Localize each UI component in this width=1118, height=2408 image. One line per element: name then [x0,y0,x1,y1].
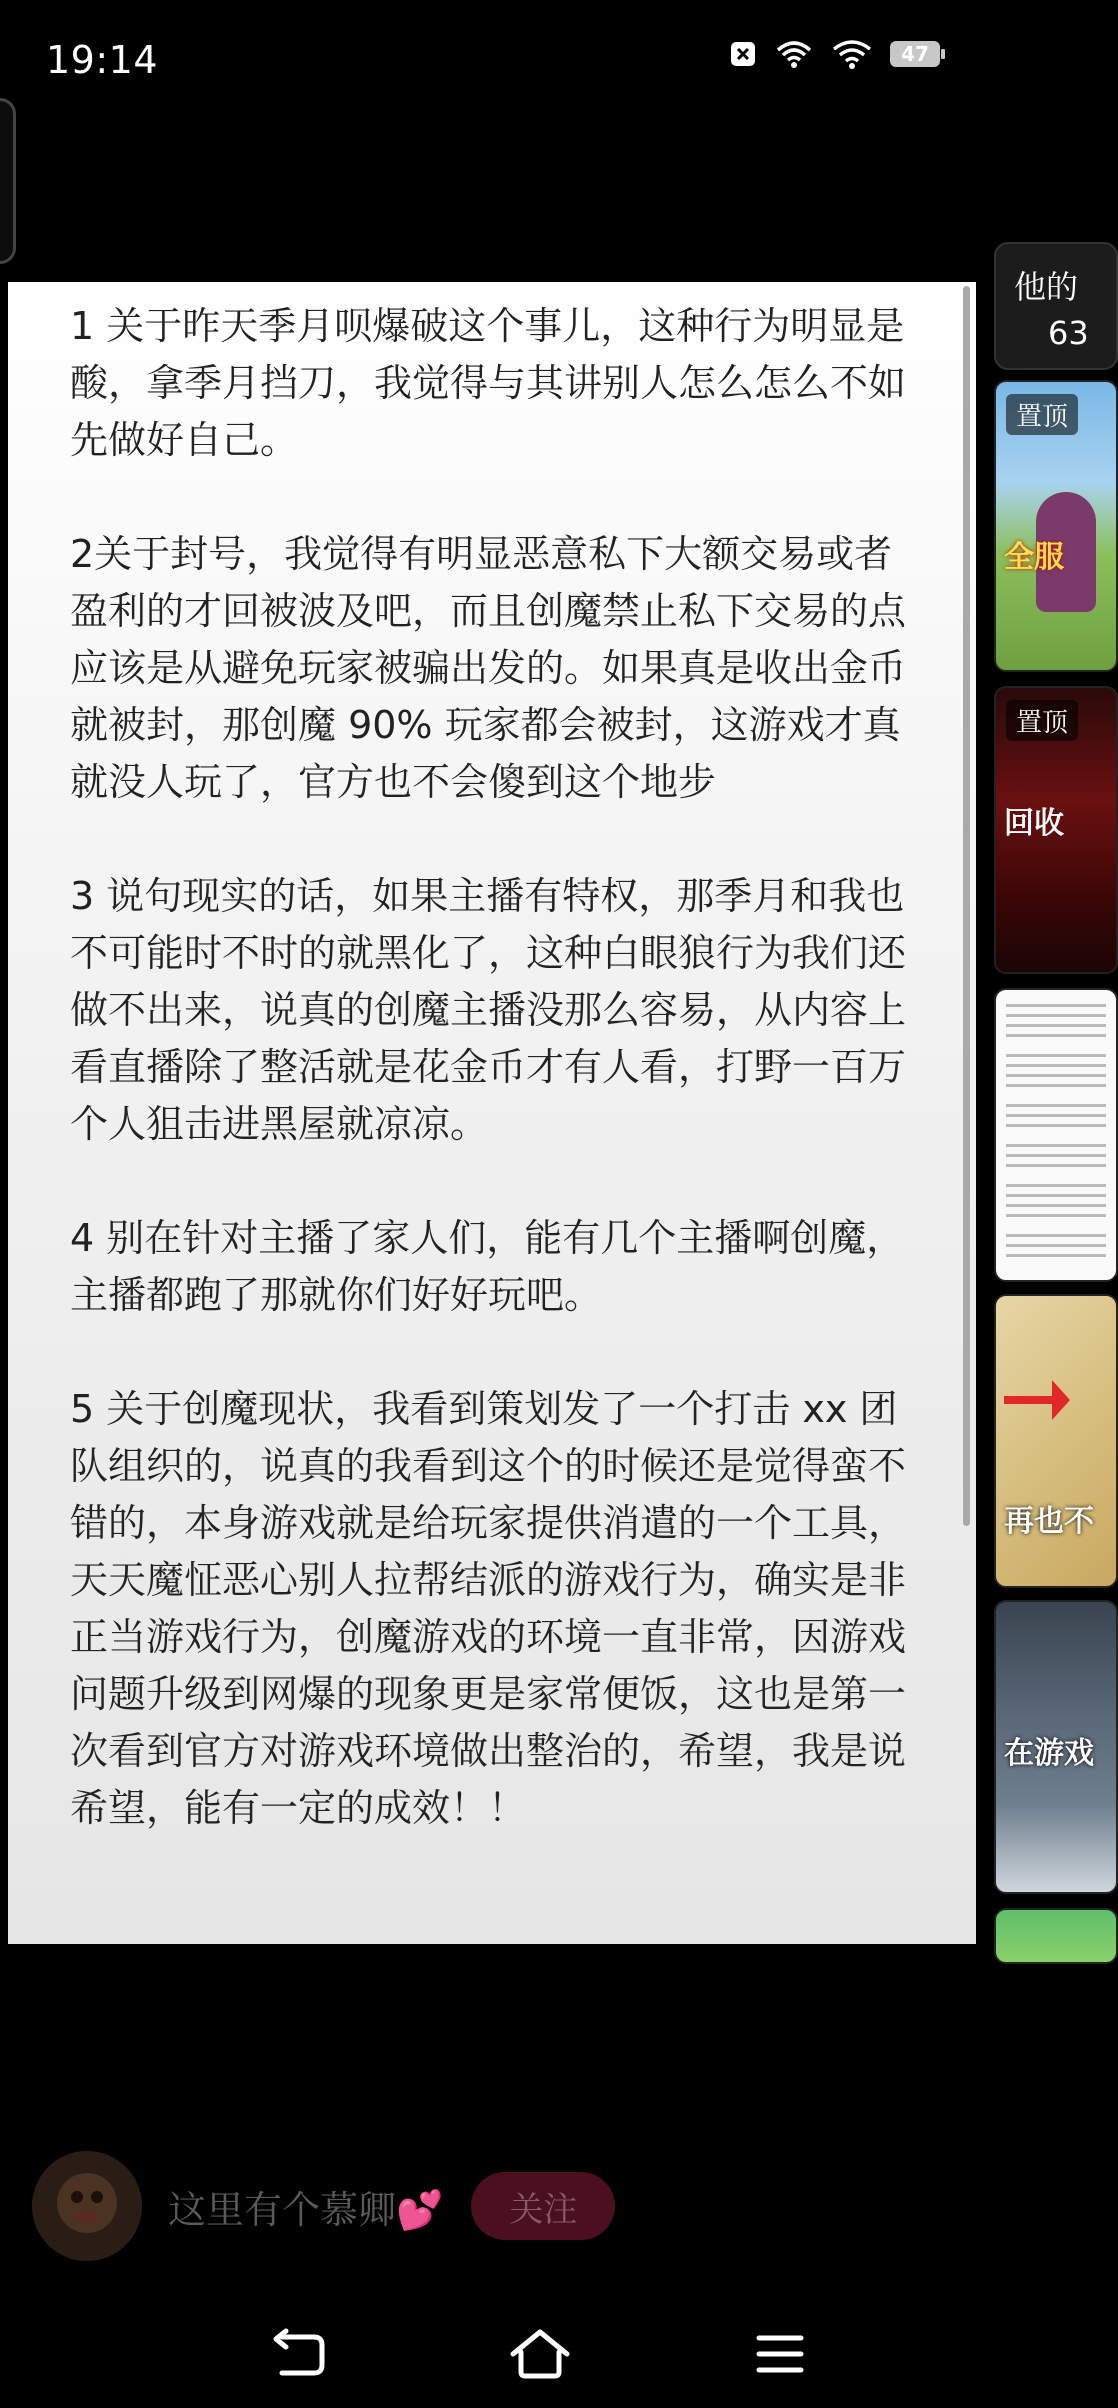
pinned-badge: 置顶 [1006,700,1078,741]
stat-label: 他的 [1014,268,1079,306]
thumbnail-3[interactable] [994,988,1118,1282]
follow-button[interactable]: 关注 [471,2172,615,2240]
home-button[interactable] [500,2314,580,2394]
home-icon [509,2328,571,2380]
scrollbar[interactable] [963,286,970,1526]
right-thumbnail-column [990,240,1100,1970]
thumbnail-6[interactable] [994,1908,1118,1964]
status-bar [0,0,1080,120]
author-avatar[interactable] [32,2151,142,2261]
battery-level: 47 [901,42,929,66]
thumbnail-2[interactable] [994,686,1118,974]
menu-button[interactable] [740,2314,820,2394]
article-paragraph-1: 1 关于昨天季月呗爆破这个事儿，这种行为明显是酸，拿季月挡刀，我觉得与其讲别人怎么怎么不如先做好自己。 [70,304,907,462]
article-card[interactable] [8,282,976,1944]
menu-icon [755,2332,805,2376]
thumbnail-4[interactable] [994,1294,1118,1588]
battery-icon [890,41,940,67]
thumbnail-caption: 再也不 [1004,1504,1094,1539]
back-icon [268,2329,328,2379]
article-text [70,298,930,1894]
thumbnail-1[interactable] [994,380,1118,672]
author-row [32,2150,615,2262]
article-paragraph-2: 2关于封号，我觉得有明显恶意私下大额交易或者盈利的才回被波及吧，而且创魔禁止私下交易的点应该是从避免玩家被骗出发的。如果真是收出金币就被封，那创魔 90% 玩家都会被封，这游戏才真就没人玩了，官方也不会傻到这个地步 [70,532,907,804]
wifi-icon [832,38,872,70]
stat-box[interactable] [994,242,1118,370]
author-name[interactable]: 这里有个慕卿💕 [168,2187,444,2232]
article-paragraph-4: 4 别在针对主播了家人们，能有几个主播啊创魔，主播都跑了那就你们好好玩吧。 [70,1216,905,1317]
red-arrow-icon [1002,1366,1072,1426]
thumbnail-caption: 回收 [1004,806,1064,841]
stat-value: 63 [1048,314,1089,352]
status-time: 19:14 [46,38,159,82]
thumbnail-caption: 在游戏 [1004,1736,1094,1771]
thumbnail-caption: 全服 [1004,540,1064,575]
hotspot-wifi-icon [774,38,814,70]
avatar-face-icon [32,2151,142,2261]
status-icons [730,38,940,70]
navigation-bar [0,2300,1080,2408]
thumbnail-5[interactable] [994,1600,1118,1894]
notification-x-icon [730,41,756,67]
left-edge-shape [0,98,16,264]
pinned-badge: 置顶 [1006,394,1078,435]
article-paragraph-3: 3 说句现实的话，如果主播有特权，那季月和我也不可能时不时的就黑化了，这种白眼狼行为我们还做不出来，说真的创魔主播没那么容易，从内容上看直播除了整活就是花金币才有人看，打野一百万个人狙击进黑屋就凉凉。 [70,874,907,1146]
article-paragraph-5: 5 关于创魔现状，我看到策划发了一个打击 xx 团队组织的，说真的我看到这个的时候还是觉得蛮不错的，本身游戏就是给玩家提供消遣的一个工具，天天魔怔恶心别人拉帮结派的游戏行为，确实是非正当游戏行为，创魔游戏的环境一直非常，因游戏问题升级到网爆的现象更是家常便饭，这也是第一次看到官方对游戏环境做出整治的，希望，我是说希望，能有一定的成效！！ [70,1387,907,1830]
back-button[interactable] [258,2314,338,2394]
